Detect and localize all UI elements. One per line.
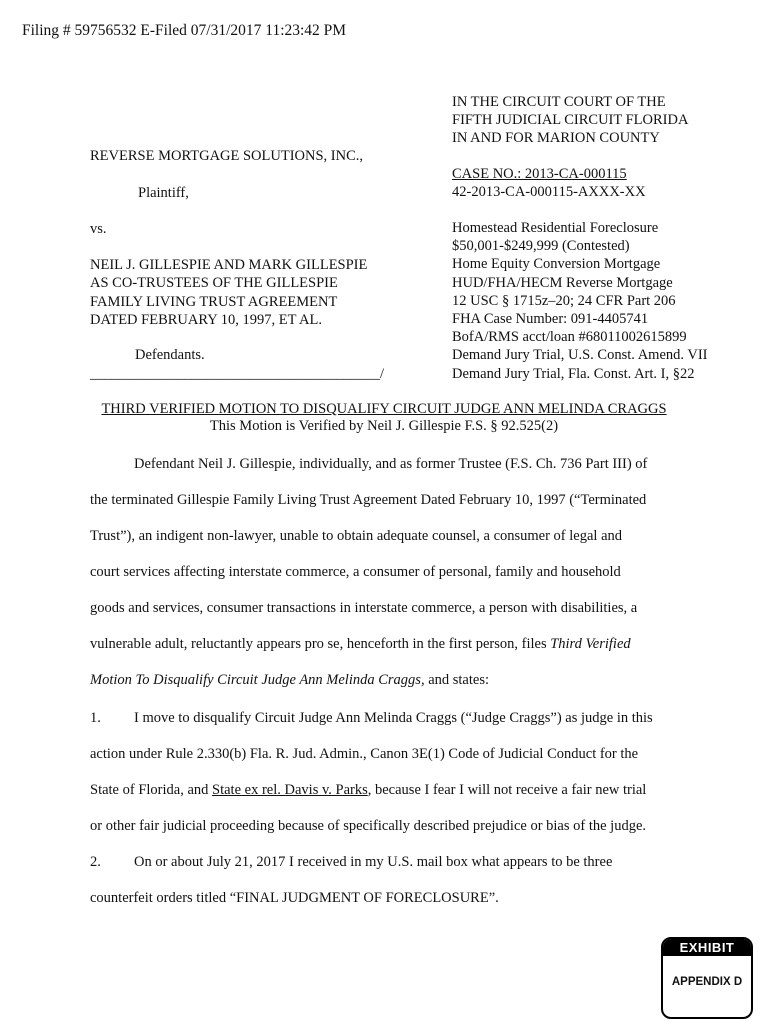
body-text: State of Florida, and: [90, 782, 213, 798]
case-info-block: [452, 219, 708, 383]
court-line: IN THE CIRCUIT COURT OF THE: [452, 94, 666, 110]
plaintiff-name: REVERSE MORTGAGE SOLUTIONS, INC.,: [90, 148, 364, 164]
defendant-role: Defendants.: [135, 347, 205, 363]
case-alt-number: 42-2013-CA-000115-AXXX-XX: [452, 184, 646, 201]
body-line: or other fair judicial proceeding because of specifically described prejudice or bias of the judge.: [90, 818, 647, 834]
body-text: and states:: [424, 672, 490, 688]
paragraph-number: 2.: [90, 854, 101, 870]
case-info-line: $50,001-$249,999 (Contested): [452, 238, 630, 255]
body-line: On or about July 21, 2017 I received in my U.S. mail box what appears to be three: [134, 854, 613, 870]
case-info-line: BofA/RMS acct/loan #68011002615899: [452, 329, 687, 346]
case-info-line: Home Equity Conversion Mortgage: [452, 256, 661, 273]
motion-subtitle: This Motion is Verified by Neil J. Gillespie F.S. § 92.525(2): [209, 418, 559, 434]
case-info-line: Demand Jury Trial, Fla. Const. Art. I, §22: [452, 365, 695, 382]
body-line: [90, 671, 489, 689]
motion-name-italic: Motion To Disqualify Circuit Judge Ann Melinda Craggs,: [90, 672, 425, 688]
defendant-line: NEIL J. GILLESPIE AND MARK GILLESPIE: [90, 257, 368, 273]
body-line: [90, 635, 631, 653]
court-line: IN AND FOR MARION COUNTY: [452, 130, 660, 147]
paragraph-number: 1.: [90, 710, 101, 726]
body-line: [90, 781, 646, 799]
defendant-line: AS CO-TRUSTEES OF THE GILLESPIE: [90, 275, 338, 292]
court-line: FIFTH JUDICIAL CIRCUIT FLORIDA: [452, 112, 689, 129]
defendant-line: DATED FEBRUARY 10, 1997, ET AL.: [90, 312, 323, 329]
versus-label: vs.: [90, 221, 107, 237]
motion-title-block: [0, 401, 768, 435]
body-text: vulnerable adult, reluctantly appears pro se, henceforth in the first person, files: [90, 636, 551, 652]
court-heading: [452, 93, 688, 148]
case-info-line: Demand Jury Trial, U.S. Const. Amend. VII: [452, 347, 708, 364]
motion-title: THIRD VERIFIED MOTION TO DISQUALIFY CIRCUIT JUDGE ANN MELINDA CRAGGS: [101, 401, 667, 417]
case-info-line: FHA Case Number: 091-4405741: [452, 311, 649, 328]
body-line: Trust”), an indigent non-lawyer, unable to obtain adequate counsel, a consumer of legal and: [90, 528, 623, 544]
appendix-label: APPENDIX D: [671, 976, 743, 988]
body-text: , because I fear I will not receive a fair new trial: [367, 782, 647, 798]
defendant-names: [90, 256, 367, 330]
body-line: court services affecting interstate commerce, a consumer of personal, family and household: [90, 564, 621, 580]
exhibit-label: EXHIBIT: [663, 939, 751, 956]
body-line: goods and services, consumer transactions in interstate commerce, a person with disabilities, a: [90, 600, 638, 616]
filing-stamp: Filing # 59756532 E-Filed 07/31/2017 11:23:42 PM: [22, 22, 347, 39]
case-info-line: 12 USC § 1715z–20; 24 CFR Part 206: [452, 292, 676, 309]
caption-signature-line: ________________________________________/: [90, 366, 385, 382]
plaintiff-role: Plaintiff,: [138, 185, 189, 201]
body-line: Defendant Neil J. Gillespie, individually, and as former Trustee (F.S. Ch. 736 Part III) of: [134, 456, 648, 472]
body-line: action under Rule 2.330(b) Fla. R. Jud. Admin., Canon 3E(1) Code of Judicial Conduct for the: [90, 746, 639, 762]
case-citation: State ex rel. Davis v. Parks: [212, 782, 368, 798]
body-line: the terminated Gillespie Family Living Trust Agreement Dated February 10, 1997 (“Terminated: [90, 492, 647, 508]
case-number-block: [452, 165, 646, 201]
body-line: counterfeit orders titled “FINAL JUDGMENT OF FORECLOSURE”.: [90, 890, 499, 906]
case-number: CASE NO.: 2013-CA-000115: [452, 166, 627, 182]
body-line: I move to disqualify Circuit Judge Ann Melinda Craggs (“Judge Craggs”) as judge in this: [134, 710, 653, 726]
exhibit-stamp: [661, 937, 753, 1019]
case-info-line: Homestead Residential Foreclosure: [452, 220, 659, 236]
case-info-line: HUD/FHA/HECM Reverse Mortgage: [452, 274, 673, 291]
motion-name-italic: Third Verified: [550, 636, 631, 652]
defendant-line: FAMILY LIVING TRUST AGREEMENT: [90, 293, 338, 310]
